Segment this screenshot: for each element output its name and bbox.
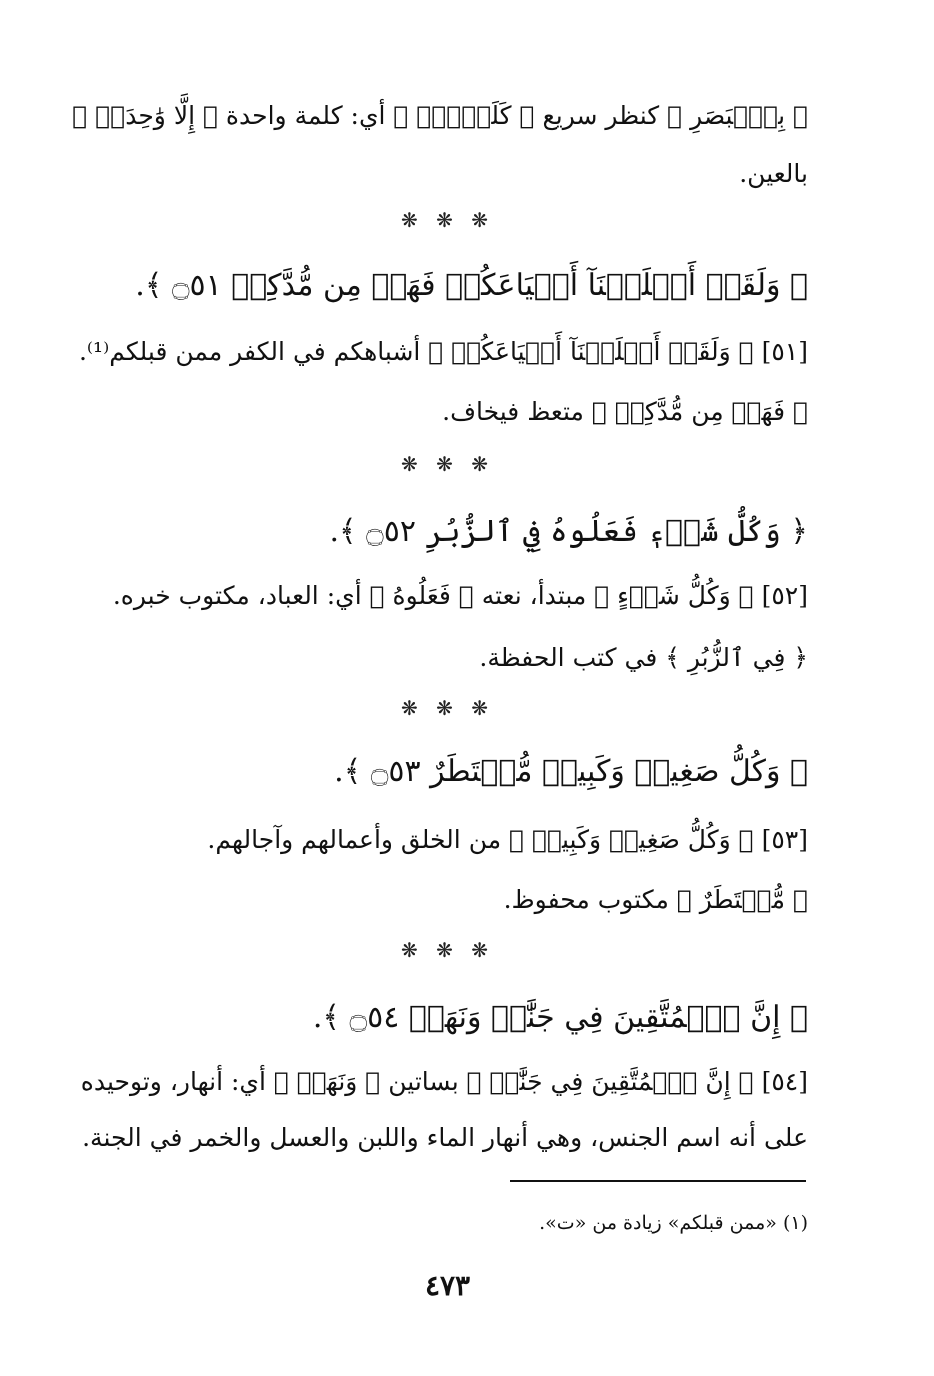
commentary-line: [٥١] ﴿ وَلَقَدۡ أَهۡلَكۡنَآ أَشۡيَاعَكُمۡ ﴾ أشباهكم في الكفر ممن قبلكم⁽¹⁾. <box>78 337 808 366</box>
commentary-line: ﴿ فِي ٱلزُّبُرِ ﴾ في كتب الحفظة. <box>479 643 808 672</box>
commentary-line: [٥٣] ﴿ وَكُلُّ صَغِيرٖ وَكَبِيرٖ ﴾ من الخلق وأعمالهم وآجالهم. <box>207 825 808 854</box>
quran-verse: ﴿ وَكُلُّ صَغِيرٖ وَكَبِيرٖ مُّسۡتَطَرٌ ۝٥٣ ﴾. <box>334 754 808 789</box>
quran-verse: ﴿ إِنَّ ٱلۡمُتَّقِينَ فِي جَنَّٰتٖ وَنَهَرٖ ۝٥٤ ﴾. <box>312 1000 808 1035</box>
commentary-line: ﴿ مُّسۡتَطَرٌ ﴾ مكتوب محفوظ. <box>503 885 808 914</box>
commentary-line: ﴿ فَهَلۡ مِن مُّدَّكِرٖ ﴾ متعظ فيخاف. <box>442 397 808 426</box>
page-number: ٤٧٣ <box>424 1269 471 1302</box>
text-line: ﴿ بِٱلۡبَصَرِ ﴾ كنظر سريع ﴿ كَلَمۡحِۭ ﴾ أي: كلمة واحدة ﴿ إِلَّا وَٰحِدَةٞ ﴾ <box>72 101 808 130</box>
footnote: (١) «ممن قبلكم» زيادة من «ت». <box>539 1212 808 1234</box>
commentary-line: [٥٢] ﴿ وَكُلُّ شَيۡءٍ ﴾ مبتدأ، نعته ﴿ فَعَلُوهُ ﴾ أي: العباد، مكتوب خبره. <box>112 581 808 610</box>
section-separator: ❋ ❋ ❋ <box>401 452 494 476</box>
section-separator: ❋ ❋ ❋ <box>401 938 494 962</box>
commentary-line: [٥٤] ﴿ إِنَّ ٱلۡمُتَّقِينَ فِي جَنَّٰتٖ ﴾ بساتين ﴿ وَنَهَرٖ ﴾ أي: أنهار، وتوحيده <box>80 1067 808 1096</box>
commentary-line: على أنه اسم الجنس، وهي أنهار الماء واللبن والعسل والخمر في الجنة. <box>82 1123 808 1152</box>
text-line: بالعين. <box>739 159 808 188</box>
section-separator: ❋ ❋ ❋ <box>401 208 494 232</box>
quran-verse: ﴿ وَلَقَدۡ أَهۡلَكۡنَآ أَشۡيَاعَكُمۡ فَهَلۡ مِن مُّدَّكِرٖ ۝٥١ ﴾. <box>135 268 808 303</box>
quran-verse: ﴿ وَكُلُّ شَيۡءٖ فَعَلُوهُ فِي ٱلزُّبُرِ ۝٥٢ ﴾. <box>329 514 808 549</box>
footnote-divider <box>510 1180 806 1182</box>
section-separator: ❋ ❋ ❋ <box>401 696 494 720</box>
